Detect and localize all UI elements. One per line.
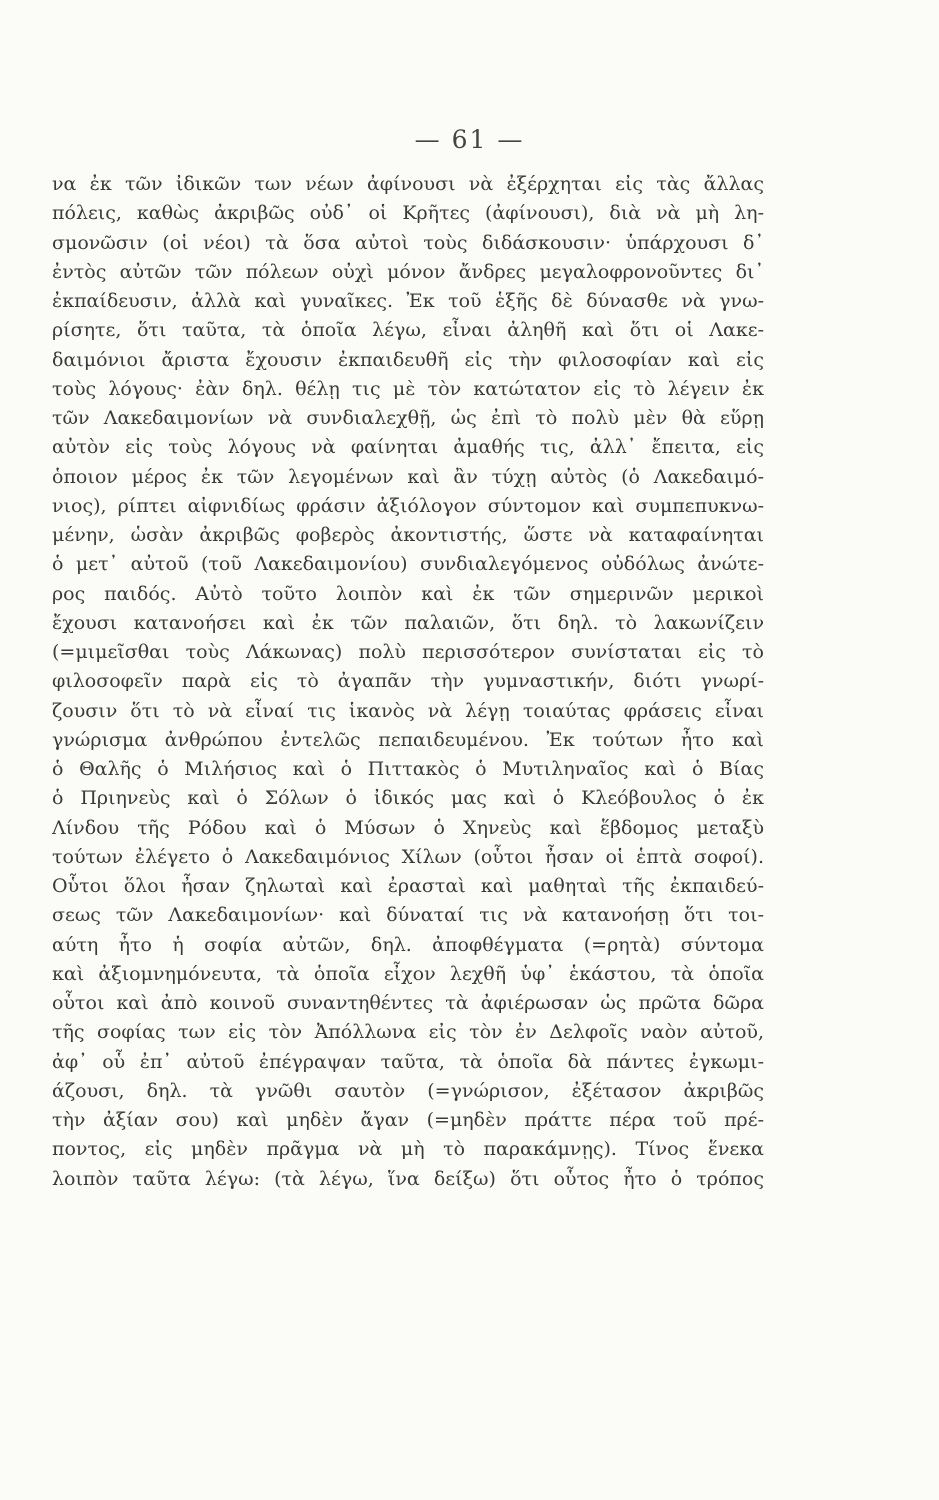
text-line: ἔχουσι κατανοήσει καὶ ἐκ τῶν παλαιῶν, ὅτι δηλ. τὸ λακωνίζειν [52,611,764,634]
text-line: φιλοσοφεῖν παρὰ εἰς τὸ ἀγαπᾶν τὴν γυμναστικήν, διότι γνωρί- [52,670,764,693]
text-line: τὴν ἀξίαν σου) καὶ μηδὲν ἄγαν (=μηδὲν πράττε πέρα τοῦ πρέ- [52,1109,764,1131]
text-line: τοὺς λόγους· ἐὰν δηλ. θέλῃ τις μὲ τὸν κατώτατον εἰς τὸ λέγειν ἐκ [52,377,764,400]
text-line: σεως τῶν Λακεδαιμονίων· καὶ δύναταί τις νὰ κατανοήσῃ ὅτι τοι- [52,904,764,927]
text-line: άζουσι, δηλ. τὰ γνῶθι σαυτὸν (=γνώρισον, ἐξέτασον ἀκριβῶς [52,1079,764,1102]
text-line: ὁ μετ᾽ αὐτοῦ (τοῦ Λακεδαιμονίου) συνδιαλεγόμενος οὐδόλως ἀνώτε- [52,553,764,576]
text-line: ἐκπαίδευσιν, ἀλλὰ καὶ γυναῖκες. Ἐκ τοῦ ἑξῆς δὲ δύνασθε νὰ γνω- [52,290,764,312]
text-line: καὶ ἀξιομνημόνευτα, τὰ ὁποῖα εἶχον λεχθῆ ὑφ᾽ ἑκάστου, τὰ ὁποῖα [52,962,764,985]
text-line: ζουσιν ὅτι τὸ νὰ εἶναί τις ἱκανὸς νὰ λέγῃ τοιαύτας φράσεις εἶναι [52,699,764,722]
text-line: να ἐκ τῶν ἰδικῶν των νέων ἀφίνουσι νὰ ἐξέρχηται εἰς τὰς ἄλλας [52,173,764,195]
body-text [52,170,764,1194]
text-line: μένην, ὡσὰν ἀκριβῶς φοβερὸς ἀκοντιστής, ὥστε νὰ καταφαίνηται [52,524,764,546]
text-line: ἐντὸς αὐτῶν τῶν πόλεων οὐχὶ μόνον ἄνδρες μεγαλοφρονοῦντες δι᾽ [52,260,764,283]
text-line: σμονῶσιν (οἱ νέοι) τὰ ὅσα αὐτοὶ τοὺς διδάσκουσιν· ὑπάρχουσι δ᾽ [52,231,764,254]
text-line: Οὗτοι ὅλοι ἦσαν ζηλωταὶ καὶ ἐρασταὶ καὶ μαθηταὶ τῆς ἐκπαιδεύ- [52,875,764,897]
text-line: λοιπὸν ταῦτα λέγω: (τὰ λέγω, ἵνα δείξω) ὅτι οὗτος ἦτο ὁ τρόπος [52,1167,764,1190]
text-line: ρίσητε, ὅτι ταῦτα, τὰ ὁποῖα λέγω, εἶναι ἀληθῆ καὶ ὅτι οἱ Λακε- [52,319,764,342]
text-line: τῆς σοφίας των εἰς τὸν Ἀπόλλωνα εἰς τὸν ἐν Δελφοῖς ναὸν αὐτοῦ, [52,1021,764,1044]
text-line: τῶν Λακεδαιμονίων νὰ συνδιαλεχθῇ, ὡς ἐπὶ τὸ πολὺ μὲν θὰ εὕρῃ [52,407,764,429]
text-line: (=μιμεῖσθαι τοὺς Λάκωνας) πολὺ περισσότερον συνίσταται εἰς τὸ [52,641,764,663]
text-line: ὁ Θαλῆς ὁ Μιλήσιος καὶ ὁ Πιττακὸς ὁ Μυτιληναῖος καὶ ὁ Βίας [52,758,764,780]
text-line: ὁ Πριηνεὺς καὶ ὁ Σόλων ὁ ἰδικός μας καὶ ὁ Κλεόβουλος ὁ ἐκ [52,787,764,810]
text-line: αύτη ἦτο ἡ σοφία αὐτῶν, δηλ. ἀποφθέγματα (=ρητὰ) σύντομα [52,933,764,956]
text-line: αὐτὸν εἰς τοὺς λόγους νὰ φαίνηται ἀμαθής τις, ἀλλ᾽ ἔπειτα, εἰς [52,436,764,459]
text-line: Λίνδου τῆς Ρόδου καὶ ὁ Μύσων ὁ Χηνεὺς καὶ ἕβδομος μεταξὺ [52,816,764,839]
text-line: πόλεις, καθὼς ἀκριβῶς οὐδ᾽ οἱ Κρῆτες (ἀφίνουσι), διὰ νὰ μὴ λη- [52,202,764,225]
page-number: — 61 — [414,125,525,154]
text-line: ρος παιδός. Αὐτὸ τοῦτο λοιπὸν καὶ ἐκ τῶν σημερινῶν μερικοὶ [52,582,764,605]
text-line: νιος), ρίπτει αἰφνιδίως φράσιν ἀξιόλογον σύντομον καὶ συμπεπυκνω- [52,494,764,517]
text-line: γνώρισμα ἀνθρώπου ἐντελῶς πεπαιδευμένου. Ἐκ τούτων ἦτο καὶ [52,728,764,751]
text-line: οὗτοι καὶ ἀπὸ κοινοῦ συναντηθέντες τὰ ἀφιέρωσαν ὡς πρῶτα δῶρα [52,992,764,1014]
text-line: τούτων ἐλέγετο ὁ Λακεδαιμόνιος Χίλων (οὗτοι ἦσαν οἱ ἑπτὰ σοφοί). [52,845,764,868]
text-line: ὁποιον μέρος ἐκ τῶν λεγομένων καὶ ἂν τύχῃ αὐτὸς (ὁ Λακεδαιμό- [52,465,764,488]
text-line: ποντος, εἰς μηδὲν πρᾶγμα νὰ μὴ τὸ παρακάμνῃς). Τίνος ἕνεκα [52,1138,764,1161]
text-line: ἀφ᾽ οὗ ἐπ᾽ αὐτοῦ ἐπέγραψαν ταῦτα, τὰ ὁποῖα δὰ πάντες ἐγκωμι- [52,1050,764,1073]
text-line: δαιμόνιοι ἄριστα ἔχουσιν ἐκπαιδευθῆ εἰς τὴν φιλοσοφίαν καὶ εἰς [52,348,764,371]
